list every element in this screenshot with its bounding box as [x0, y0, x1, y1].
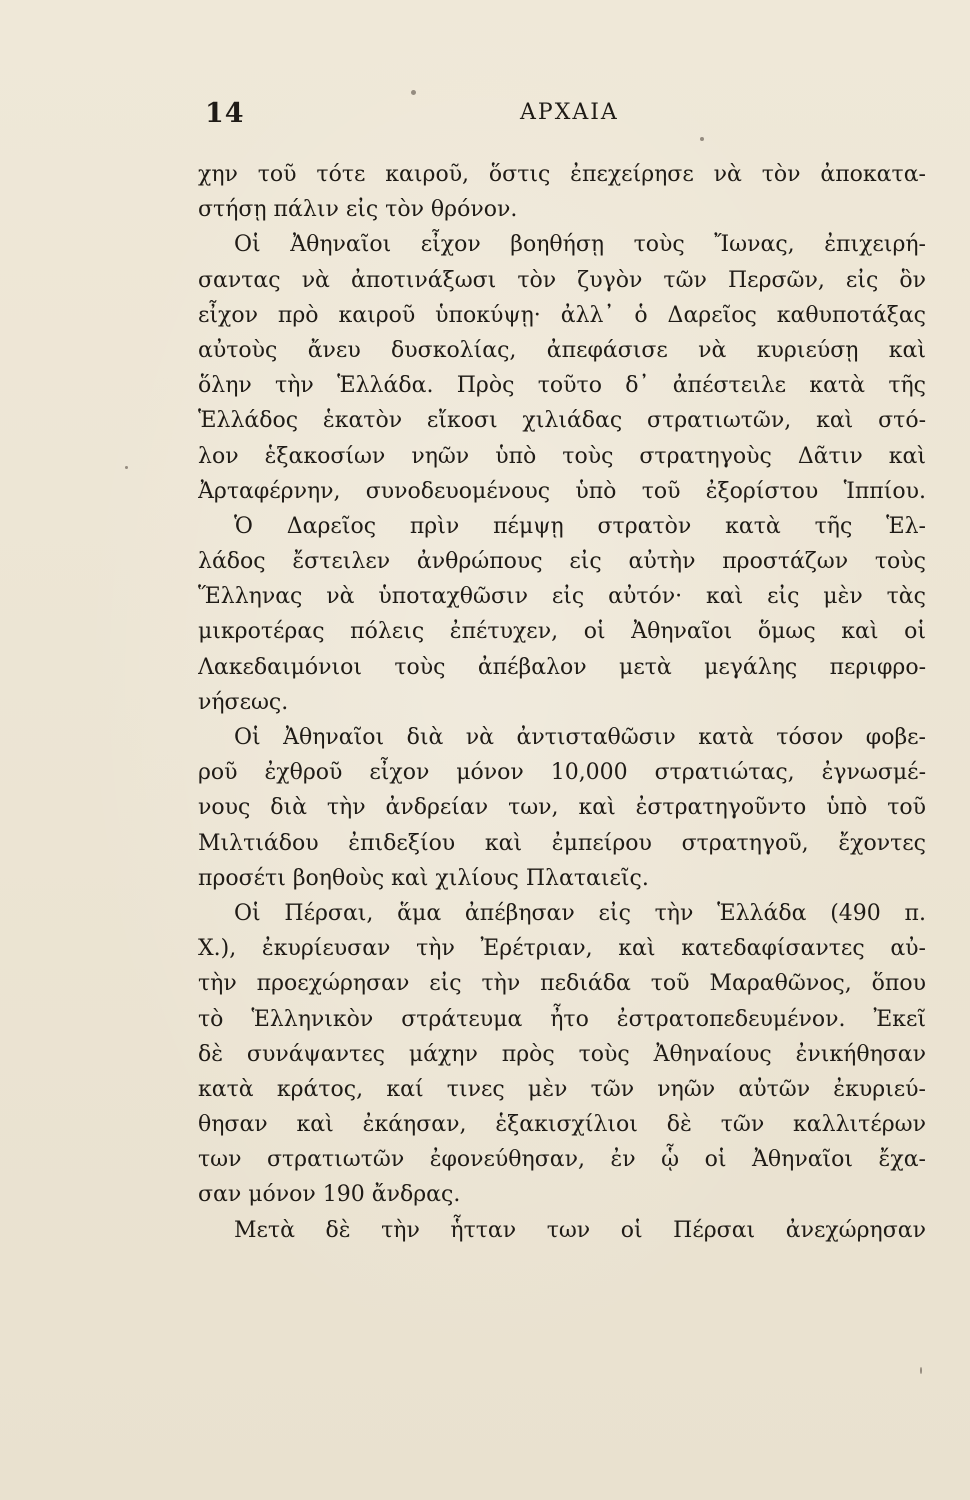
text-line: Ἀρταφέρνην, συνοδευομένους ὑπὸ τοῦ ἐξορίστου Ἱππίου. — [198, 478, 926, 504]
text-line: των στρατιωτῶν ἐφονεύθησαν, ἐν ᾧ οἱ Ἀθηναῖοι ἔχα- — [198, 1147, 926, 1173]
ink-speck — [411, 90, 416, 95]
text-line: εἶχον πρὸ καιροῦ ὑποκύψῃ· ἀλλ᾿ ὁ Δαρεῖος καθυποτάξας — [198, 302, 926, 328]
text-line: τὴν προεχώρησαν εἰς τὴν πεδιάδα τοῦ Μαραθῶνος, ὅπου — [198, 971, 926, 997]
text-line: νήσεως. — [198, 689, 289, 715]
text-line: θησαν καὶ ἐκάησαν, ἑξακισχίλιοι δὲ τῶν καλλιτέρων — [198, 1112, 926, 1138]
ink-speck — [700, 137, 704, 141]
page-number: 14 — [205, 98, 245, 129]
paragraph-start-line: Οἱ Ἀθηναῖοι εἶχον βοηθήσῃ τοὺς Ἴωνας, ἐπιχειρή- — [234, 232, 926, 258]
text-line: χην τοῦ τότε καιροῦ, ὅστις ἐπεχείρησε νὰ τὸν ἀποκατα- — [198, 162, 926, 187]
ink-speck — [125, 466, 128, 469]
paragraph-start-line: Οἱ Πέρσαι, ἅμα ἀπέβησαν εἰς τὴν Ἑλλάδα (490 π. — [234, 900, 926, 926]
text-line: λον ἑξακοσίων νηῶν ὑπὸ τοὺς στρατηγοὺς Δᾶτιν καὶ — [198, 443, 926, 469]
paragraph-start-line: Οἱ Ἀθηναῖοι διὰ νὰ ἀντισταθῶσιν κατὰ τόσον φοβε- — [234, 725, 926, 750]
text-line: λάδος ἔστειλεν ἀνθρώπους εἰς αὐτὴν προστάζων τοὺς — [198, 549, 926, 575]
text-line: κατὰ κράτος, καί τινες μὲν τῶν νηῶν αὐτῶν ἐκυριεύ- — [198, 1076, 926, 1102]
page-header — [205, 98, 925, 138]
text-line: δὲ συνάψαντες μάχην πρὸς τοὺς Ἀθηναίους ἐνικήθησαν — [198, 1041, 926, 1067]
text-line: μικροτέρας πόλεις ἐπέτυχεν, οἱ Ἀθηναῖοι ὅμως καὶ οἱ — [198, 619, 926, 645]
text-line: Μιλτιάδου ἐπιδεξίου καὶ ἐμπείρου στρατηγοῦ, ἔχοντες — [198, 830, 926, 856]
text-line: ροῦ ἐχθροῦ εἶχον μόνον 10,000 στρατιώτας, ἐγνωσμέ- — [198, 760, 926, 786]
text-line: ὅλην τὴν Ἑλλάδα. Πρὸς τοῦτο δ᾿ ἀπέστειλε κατὰ τῆς — [198, 373, 926, 399]
text-line: νους διὰ τὴν ἀνδρείαν των, καὶ ἐστρατηγοῦντο ὑπὸ τοῦ — [198, 795, 926, 821]
text-line: στήσῃ πάλιν εἰς τὸν θρόνον. — [198, 197, 518, 223]
body-text — [198, 157, 926, 1248]
text-line: Λακεδαιμόνιοι τοὺς ἀπέβαλον μετὰ μεγάλης περιφρο- — [198, 654, 926, 680]
ink-speck — [920, 1367, 922, 1374]
text-line: τὸ Ἑλληνικὸν στράτευμα ἦτο ἐστρατοπεδευμένον. Ἐκεῖ — [198, 1006, 926, 1032]
paragraph-start-line: Μετὰ δὲ τὴν ἧτταν των οἱ Πέρσαι ἀνεχώρησαν — [234, 1217, 926, 1243]
running-title: ΑΡΧΑΙΑ — [520, 100, 619, 125]
text-line: αὐτοὺς ἄνευ δυσκολίας, ἀπεφάσισε νὰ κυριεύσῃ καὶ — [198, 337, 926, 363]
text-line: Ἑλλάδος ἑκατὸν εἴκοσι χιλιάδας στρατιωτῶν, καὶ στό- — [198, 408, 926, 434]
text-line: προσέτι βοηθοὺς καὶ χιλίους Πλαταιεῖς. — [198, 865, 649, 891]
text-line: Χ.), ἐκυρίευσαν τὴν Ἐρέτριαν, καὶ κατεδαφίσαντες αὐ- — [198, 936, 926, 962]
text-line: σαν μόνον 190 ἄνδρας. — [198, 1182, 461, 1208]
paragraph-start-line: Ὁ Δαρεῖος πρὶν πέμψῃ στρατὸν κατὰ τῆς Ἑλ- — [234, 513, 926, 539]
text-line: Ἕλληνας νὰ ὑποταχθῶσιν εἰς αὐτόν· καὶ εἰς μὲν τὰς — [198, 584, 926, 610]
text-line: σαντας νὰ ἀποτινάξωσι τὸν ζυγὸν τῶν Περσῶν, εἰς ὃν — [198, 267, 926, 293]
